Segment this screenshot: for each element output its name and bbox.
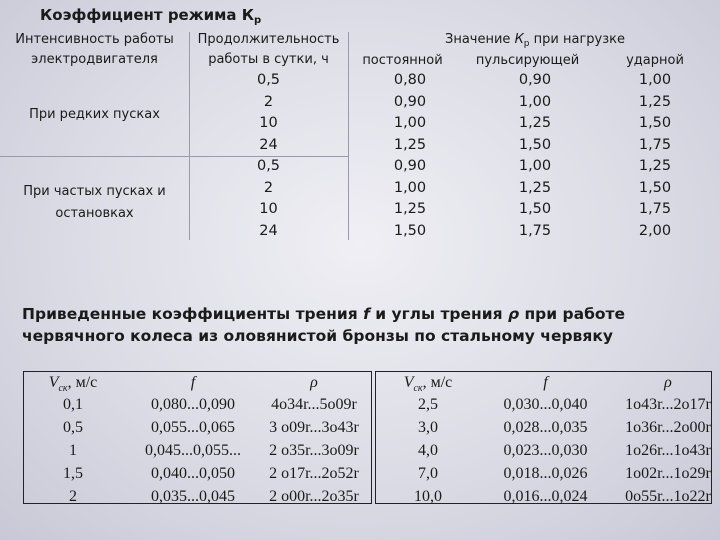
column-constant-group1 xyxy=(355,70,465,156)
cell: 0,1 xyxy=(63,396,83,413)
cell: 4,0 xyxy=(418,442,438,459)
cell: 1,25 xyxy=(518,179,552,196)
cell: 1,50 xyxy=(638,179,672,196)
header-speed-right: $V_{ск}$, м/с xyxy=(403,374,453,394)
cell: 0,90 xyxy=(393,93,427,110)
cell: 0,016...0,024 xyxy=(503,488,588,505)
cell: 0,055...0,065 xyxy=(151,419,235,436)
cell: 0,023...0,030 xyxy=(503,442,588,459)
cell: 0,5 xyxy=(256,158,281,174)
cell: 4o34r...5o09r xyxy=(271,396,357,413)
cell: 1,5 xyxy=(63,465,83,482)
cell: 1,00 xyxy=(638,72,672,88)
cell: 0,5 xyxy=(256,72,281,88)
cell: 1o43r...2o17r xyxy=(625,396,711,413)
cell: 1o26r...1o43r xyxy=(625,442,711,459)
cell: 1,75 xyxy=(638,136,672,153)
cell: 3 o09r...3o43r xyxy=(269,419,359,436)
cell: 0,080...0,090 xyxy=(151,396,235,413)
cell: 1,25 xyxy=(638,158,672,174)
cell: 1,50 xyxy=(638,115,672,131)
cell: 10,0 xyxy=(414,488,442,505)
cell: 0,80 xyxy=(393,72,427,88)
cell: 2 xyxy=(69,488,77,505)
cell: 1,50 xyxy=(518,136,552,153)
cell: 0,030...0,040 xyxy=(503,396,588,413)
column-constant-group2 xyxy=(355,156,465,242)
group-label-frequent-starts: При частых пусках и остановках xyxy=(23,184,166,221)
table1-title: Коэффициент режима $К_р$ xyxy=(40,6,262,26)
cell: 0,045...0,055... xyxy=(145,442,241,459)
header-speed-left: $V_{ск}$, м/с xyxy=(48,374,98,394)
cell: 1o02r...1o29r xyxy=(625,465,711,482)
cell: 1,00 xyxy=(393,115,427,131)
header-intensity: Интенсивность работы электродвигателя xyxy=(15,32,174,67)
column-angle-left xyxy=(258,393,370,508)
header-duration: Продолжительность работы в сутки, ч xyxy=(197,32,340,67)
cell: 1,25 xyxy=(638,93,672,110)
column-friction-left xyxy=(128,393,258,508)
header-load-pulsing: пульсирующей xyxy=(475,53,580,68)
cell: 10 xyxy=(259,115,278,131)
cell: 7,0 xyxy=(418,465,438,482)
cell: 0,018...0,026 xyxy=(503,465,588,482)
cell: 0,90 xyxy=(393,158,427,174)
cell: 1,75 xyxy=(518,222,552,239)
cell: 1,75 xyxy=(638,201,672,217)
column-friction-right xyxy=(483,393,608,508)
column-speed-left xyxy=(23,393,123,508)
cell: 24 xyxy=(259,222,278,239)
group-label-rare-starts: При редких пусках xyxy=(29,107,160,122)
cell: 1,25 xyxy=(393,201,427,217)
column-impact-group1 xyxy=(600,70,710,156)
cell: 1,00 xyxy=(518,93,552,110)
cell: 10 xyxy=(259,201,278,217)
column-angle-right xyxy=(613,393,720,508)
cell: 2 xyxy=(263,179,274,196)
column-pulsing-group2 xyxy=(480,156,590,242)
column-hours-group1 xyxy=(189,70,348,156)
cell: 1,25 xyxy=(393,136,427,153)
cell: 0,028...0,035 xyxy=(503,419,588,436)
cell: 24 xyxy=(259,136,278,153)
cell: 1,50 xyxy=(518,201,552,217)
cell: 0,040...0,050 xyxy=(151,465,235,482)
cell: 0o55r...1o22r xyxy=(625,488,711,505)
cell: 0,035...0,045 xyxy=(151,488,235,505)
header-friction-right: f xyxy=(543,374,548,391)
header-load-group: Значение $К_р$ при нагрузке xyxy=(445,32,625,49)
header-angle-right: ρ xyxy=(664,374,672,391)
cell: 3,0 xyxy=(418,419,438,436)
cell: 2 o00r...2o35r xyxy=(269,488,359,505)
cell: 0,5 xyxy=(63,419,83,436)
cell: 1,00 xyxy=(393,179,427,196)
cell: 1,25 xyxy=(518,115,552,131)
header-load-constant: постоянной xyxy=(362,53,443,68)
cell: 2,00 xyxy=(638,222,672,239)
header-load-impact: ударной xyxy=(626,53,684,68)
header-friction-left: f xyxy=(190,374,196,391)
cell: 1 xyxy=(69,442,77,459)
cell: 2,5 xyxy=(418,396,438,413)
cell: 1o36r...2o00r xyxy=(625,419,711,436)
divider xyxy=(348,32,349,240)
cell: 1,00 xyxy=(518,158,552,174)
column-speed-right xyxy=(378,393,478,508)
column-hours-group2 xyxy=(189,156,348,242)
column-pulsing-group1 xyxy=(480,70,590,156)
cell: 0,90 xyxy=(518,72,552,88)
table2-title: Приведенные коэффициенты трения f и углы трения ρ при работе червячного колеса из оловянистой бронзы по стальному червяку xyxy=(22,305,626,345)
cell: 2 o35r...3o09r xyxy=(269,442,359,459)
header-angle-left: ρ xyxy=(310,374,318,391)
cell: 2 xyxy=(263,93,274,110)
cell: 2 o17r...2o52r xyxy=(269,465,359,482)
column-impact-group2 xyxy=(600,156,710,242)
cell: 1,50 xyxy=(393,222,427,239)
table2-body xyxy=(23,372,720,505)
